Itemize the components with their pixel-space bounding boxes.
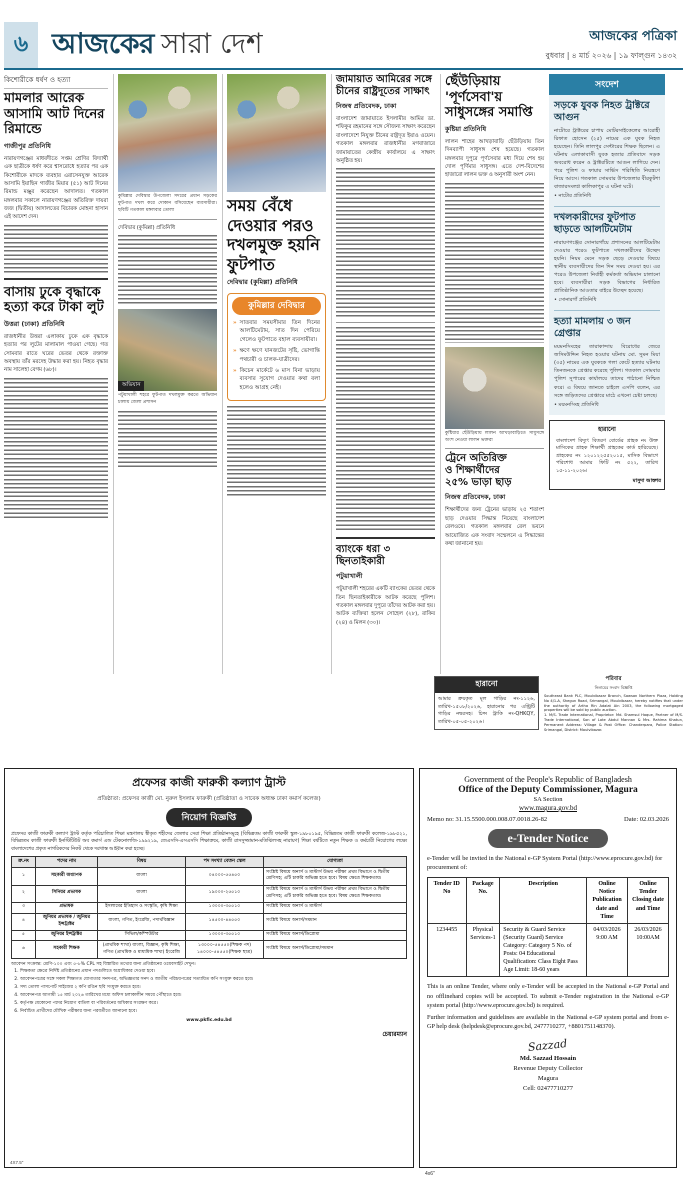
story-left-bottom-text-continued: [4, 378, 108, 518]
column-c: [222, 74, 326, 674]
bullet-item: [233, 319, 320, 344]
etender-badge: e-Tender Notice: [488, 829, 609, 848]
column-f: [549, 74, 665, 674]
story-main-text: দেবিদ্বার (কুমিল্লা) প্রতিনিধি: [118, 224, 175, 231]
story-jamaat-text-continued: [336, 168, 435, 318]
table-row: [12, 868, 407, 885]
job-cell-qualification: সংশ্লিষ্ট বিষয়ে অনার্স/সমমান: [264, 913, 407, 930]
classified-strip: [4, 676, 683, 764]
divider-e-1: [445, 448, 544, 449]
sidebar-item-credit: • ময়মনসিংহ প্রতিনিধি: [554, 401, 599, 408]
job-cell-serial: ৫: [12, 930, 36, 941]
sidebar-item-text: নাটোরে ট্রাক্টরের চাপায় মোটরসাইকেলের আরোহী রিফাত হোসেন (২৫) নামের এক যুবক নিহত হয়েছেন। তিনি লালপুর সেন্টারের শিক্ষক ছিলেন। এ ঘটনায় এলাকাবাসী যুবক হত্যার প্রতিবাদে সড়ক অবরোধ করেন ও ট্রাক্টরটিতে আগুন লাগিয়ে দেন। পরে পুলিশ ও ফায়ার সার্ভিস পরিস্থিতি নিয়ন্ত্রণে নিয়ে আসে। গতকাল সোমবার উপজেলার বীরকুটশা বাজারসংলগ্ন কালিকাপুর এ ঘটনা ঘটে।: [554, 127, 660, 191]
sidebar-divider: [554, 310, 660, 311]
sidebar-item-credit: • নাটোর প্রতিনিধি: [554, 193, 592, 200]
job-notice-ad: [4, 768, 414, 1168]
story-main-headline-line1: সময় বেঁধে দেওয়ার পরও: [227, 196, 314, 235]
etender-signature-block: [427, 1038, 669, 1094]
photo-sadhu-caption: কুষ্টিয়ার ছেঁউড়িয়ায় লালন আখড়াবাড়িতে সাধুসঙ্গে অংশ নেওয়া লালন ভক্তরা: [445, 430, 544, 443]
story-main-text-continued: [118, 235, 217, 305]
bullet-text: ক্ষণে ক্ষণে যানজটের সৃষ্টি, ভোগান্তি পথচারী ও চালক-যাত্রীদের।: [239, 348, 320, 363]
sidebar-divider: [554, 206, 660, 207]
job-cell-qualification: সংশ্লিষ্ট বিষয়ে অনার্স ও মাস্টার্স উভয় পরীক্ষা প্রথম বিভাগে ও দ্বিতীয় শ্রেণিসহ; এটি চাকরি অভিজ্ঞ হতে হবে। বিষয় ক্ষেত্রে শিক্ষকতায়।: [264, 885, 407, 902]
etender-para-2: Further information and guidelines are available in the National e-GP system portal and from e-GP help desk (helpdesk@eprocure.gov.bd, 2477710277, +8801751148370).: [427, 1014, 669, 1031]
job-cell-serial: ৪: [12, 913, 36, 930]
bullet-box-title: কুমিল্লার দেবিদ্বার: [232, 297, 321, 315]
job-cell-subject: ইসলামের ইতিহাস ও সংস্কৃতি, কৃষি শিক্ষা: [98, 902, 186, 913]
sidebar-item-credit: • সোনারগাঁ প্রতিনিধি: [554, 297, 597, 304]
bullet-text: কিচেন মার্কেটে ৬ মাস বিনা ভাড়ায় ব্যবসার সুযোগ দেওয়ার কথা বলা হলেও আগ্রহ নেই।: [239, 368, 320, 391]
column-a: [4, 74, 108, 674]
story-main-byline: দেবিদ্বার (কুমিল্লা) প্রতিনিধি: [227, 278, 298, 287]
job-notice-subtitle: প্রতিষ্ঠাতা: প্রফেসর কাজী মো. নুরুল ইসলাম ফারুকী (প্রতিষ্ঠাতা ও সাবেক অধ্যক্ষ ঢাকা কমার্স কলেজ): [97, 796, 321, 802]
tender-th-description: Description: [500, 878, 587, 923]
job-cell-subject: বাংলা: [98, 885, 186, 902]
table-row: [12, 913, 407, 930]
bullet-marker-icon: »: [233, 320, 237, 327]
photo-label-operation: অভিযান: [118, 381, 144, 391]
column-c-text-continued: [227, 406, 326, 498]
table-row: [12, 902, 407, 913]
tender-th-package: Package No.: [466, 878, 500, 923]
job-notice-footer-note: আবেদন সংক্রান্ত: শ্রেণি-১০০ এবং ৫-৮% CPL সহ বিস্তারিত তথ্যের জন্য প্রতিষ্ঠানের ওয়েবসাইট দেখুন।: [11, 961, 196, 967]
job-th-position: পদের নাম: [36, 857, 98, 868]
gov-line-3: SA Section: [533, 796, 563, 803]
photo-bulldozer-caption: পটুয়াখালী শহরে ফুটপাত দখলমুক্ত করতে অভিযান চালায় জেলা প্রশাসন: [118, 393, 217, 405]
divider-b-1: [118, 219, 217, 220]
story-bank-text: পটুয়াখালী শহরের একটি ব্যাংকের ভেতর থেকে তিন ছিনতাইকারীকে আটক করেছে পুলিশ। গতকাল মঙ্গলবার দুপুরে তাঁদের আটক করা হয়। আটক ব্যক্তিরা হলেন সোহেল (২৮), রাকিব (২৪) ও মিলন (৩০)।: [336, 586, 435, 626]
story-left-top-text: নারায়ণগঞ্জের মাধবদীতে সপ্তম শ্রেণির বিদ্যার্থী এক ছাত্রীকে ধর্ষণ করে শ্বাসরোধে হত্যার পর এক কিশোরীকে মাদকে ব্যবহার এরাসেনযুক্ত আরেক আসামি ইয়াছিন গাজীর মিয়ার (৫১) আট দিনের রিমান্ড মঞ্জুর করেছেন আদালত। গতকাল মঙ্গলবার সকালে নারায়ণগঞ্জের অতিরিক্ত দায়রা জজ (দ্বিতীয়) আদালতের বিচারক মোহনা হাসান এই আদেশ দেন।: [4, 155, 108, 221]
job-th-qualification: যোগ্যতা: [264, 857, 407, 868]
sidebar-item-1[interactable]: [554, 100, 660, 201]
job-cell-serial: ২: [12, 885, 36, 902]
ad-size-right: 4x6": [425, 1171, 435, 1177]
condition-item: 3. সদ্য তোলা পাসপোর্ট সাইজের ২ কপি রঙিন ছবি সংযুক্ত করতে হবে।: [20, 985, 407, 992]
story-jamaat-headline: জামায়াত আমিরের সঙ্গে চীনের রাষ্ট্রদূতের সাক্ষাৎ: [336, 74, 432, 97]
job-notice-footer: [11, 962, 407, 1025]
job-notice-website[interactable]: www.pkfic.edu.bd: [186, 1017, 232, 1023]
tender-cell-package: Physical Services-1: [466, 923, 500, 977]
job-cell-serial: ৬: [12, 941, 36, 958]
etender-para-1: This is an online Tender, where only e-Tender will be accepted in the National e-GP Portal and no offlinehard copies will be accepted. To submit e-Tender registration in the National e-GP system portal (http://www.eprocure.gov.bd) is required.: [427, 983, 669, 1009]
gov-line-1: Government of the People's Republic of Bangladesh: [464, 775, 632, 784]
story-jamaat-byline: নিজস্ব প্রতিবেদক, ঢাকা: [336, 102, 397, 110]
story-left-top-text-continued: [4, 225, 108, 273]
story-left-bottom-headline: বাসায় ঢুকে বৃদ্ধাকে হত্যা করে টাকা লুট: [4, 284, 104, 316]
main-content-grid: [4, 74, 683, 674]
story-left-bottom-text: রাজধানীর উত্তরা এলাকায় ঢুকে এক বৃদ্ধাকে হত্যার পর লুটের মালামাল পাওয়া গেছে। গত সোমবার রাতে ঘরের ভেতর থেকে রক্তাক্ত অবস্থায় তাঁর মরদেহ উদ্ধার করা হয়। নিহত বৃদ্ধার নাম সালেহা বেগম (৬৮)।: [4, 333, 108, 374]
photo-street-vendors: [227, 74, 326, 192]
masthead-title: [38, 22, 508, 68]
condition-item: 1. শিক্ষকতা ক্ষেত্রে নির্দিষ্ট প্রতিষ্ঠানের প্রধান পদগুলিতে অগ্রাধিকার দেওয়া হবে।: [20, 969, 407, 976]
tender-th-publication: Online Notice Publication date and Time: [587, 878, 628, 923]
newspaper-page: [0, 22, 687, 1177]
job-cell-subject: বাংলা, গণিত, ইংরেজি, পদার্থবিজ্ঞান: [98, 913, 186, 930]
legal-ad-line: Southeast Bank PLC, Moulvibazar Branch, Sawsan Northern Plaza, Holding No 4/1-A, Shegun Road, Srimangal, Moulvibazar, hereby notifies that under the authority of Artha Rin Adalat Ain 2003, the following mortgaged properties will be sold by public auction.: [544, 693, 683, 713]
job-cell-subject: (প্রাথমিক শাখা) বাংলা, বিজ্ঞান, কৃষি শিক্ষা, গণিত (প্রাথমিক ও মাধ্যমিক শাখা) ইংরেজি: [98, 941, 186, 958]
tender-th-id: Tender ID No: [428, 878, 467, 923]
classified-strip-left: [4, 676, 429, 764]
masthead-title-bold: আজকের: [52, 26, 154, 60]
divider-d-2: [336, 537, 435, 539]
job-cell-subject: সিভিল/কম্পিউটার: [98, 930, 186, 941]
sidebar-item-title: হত্যা মামলায় ৩ জন গ্রেপ্তার: [554, 316, 631, 340]
photo-bulldozer-eviction: [118, 309, 217, 391]
bottom-notices: [4, 768, 683, 1177]
job-cell-qualification: সংশ্লিষ্ট বিষয়ে অনার্স ও মাস্টার্স: [264, 902, 407, 913]
legal-ad-heading: পরিবার: [605, 676, 622, 682]
signer-cell: Cell: 02477710277: [522, 1084, 573, 1092]
story-left-top-headline: মামলার আরেক আসামি আট দিনের রিমান্ডে: [4, 91, 105, 138]
story-train-headline-line3: ২৫% ভাড়া ছাড়: [445, 477, 512, 489]
masthead: [4, 22, 683, 70]
photo-footpath-market: [118, 74, 217, 192]
etender-body: [427, 982, 669, 1031]
legal-ad: [544, 676, 683, 733]
table-row: [12, 930, 407, 941]
job-notice-conditions: [11, 969, 407, 1016]
job-th-serial: ক্র.নং: [12, 857, 36, 868]
sidebar-item-3[interactable]: [554, 316, 660, 409]
gov-line-2: Office of the Deputy Commissioner, Magura: [458, 785, 638, 795]
story-train-headline-line2: ও শিক্ষার্থীদের: [445, 465, 500, 477]
job-cell-position: সহকারী শিক্ষক: [36, 941, 98, 958]
story-sadhu-headline: ছেঁউড়িয়ায় 'পূর্ণসেবা'য় সাধুসঙ্গের সমাপ্তি: [445, 74, 533, 121]
job-cell-position: জুনিয়র প্রভাষক / জুনিয়র ইন্সট্রাক্টর: [36, 913, 98, 930]
signer-place: Magura: [537, 1074, 559, 1082]
job-cell-salary: ১৩০০০-৫৪৫৫০(শিক্ষক পদ) ১৪০০০-৫৪৫৫০(শিক্ষক ছাত্র): [186, 941, 264, 958]
divider-left-1: [4, 278, 108, 280]
condition-item: 5. কর্তৃপক্ষ যেকোনো পদের নিয়োগ বাতিল বা পরিবর্তনের অধিকার সংরক্ষণ করে।: [20, 1001, 407, 1008]
legal-ad-line: 1. M/S. Trade International, Proprietor: Md. Shamsul Haque, Partner of M/S. Trade International, Son of Late Abdul Mannan & Mrs. Rahima Khatun, Permanent Address: Village & Post Office: Chanderpara, Police Station: Srimangal, District: Moulvibazar.: [544, 713, 683, 732]
gov-website[interactable]: www.magura.gov.bd: [519, 804, 577, 812]
sidebar-header: সংদেশ: [549, 74, 665, 95]
etender-notice-ad: [419, 768, 677, 1177]
job-cell-subject: বাংলা: [98, 868, 186, 885]
divider-d-1: [336, 322, 435, 323]
signer-title: Revenue Deputy Collector: [513, 1065, 583, 1073]
sidebar-item-text: নারায়ণগঞ্জের সোনারগাঁয়ে প্রশাসনের আলটিমেটাম দেওয়ার পরেও ফুটপাতে দখলকারীদের উচ্ছেদ হয়নি। নিয়ম মেনে সড়ক ছেড়ে দেওয়ার বিষয়ে স্থানীয় ব্যবসায়ীদের তিন দিন সময় দেওয়া হয়। এর পরেও উপজেলা নির্বাহী কর্মকর্তা অভিযান চালানো হবে। ব্যবসায়ীরা সড়ক বিভাগের নির্ধারিত প্রাতিষ্ঠানিক আওতার বাইরে উচ্ছেদ হয়েছে।: [554, 240, 660, 295]
story-bank-byline: পটুয়াখালী: [336, 572, 363, 581]
job-cell-salary: ০৪০০০-৫৫৪৫০: [186, 868, 264, 885]
paper-name: আজকের পত্রিকা: [589, 29, 677, 44]
condition-item: 4. আবেদনপত্র আগামী ১৫ মার্চ ২০২৬ তারিখের মধ্যে অফিস চলাকালীন সময়ে পৌঁছাতে হবে।: [20, 993, 407, 1000]
condition-item: 6. নির্বাচিত প্রার্থীদের মৌখিক পরীক্ষার জন্য পরবর্তীতে জানানো হবে।: [20, 1009, 407, 1016]
classified-box-sign: মাসুদা আক্তার: [632, 478, 661, 485]
job-cell-position: জুনিয়র ইন্সট্রাক্টর: [36, 930, 98, 941]
condition-item: 2. আবেদনপত্রের সঙ্গে সকল শিক্ষাগত যোগ্যতার সনদপত্র, অভিজ্ঞতার সনদ ও জাতীয় পরিচয়পত্রের সত্যায়িত কপি সংযুক্ত করতে হবে।: [20, 977, 407, 984]
story-main-headline-line2: দখলমুক্ত হয়নি ফুটপাত: [227, 235, 320, 274]
tender-cell-publication: 04/03/2026 9:00 AM: [587, 923, 628, 977]
bullet-item: [233, 367, 320, 392]
classified-box-4: [549, 420, 665, 491]
story-bank-headline: ব্যাংকে ধরা ৩ ছিনতাইকারী: [336, 544, 391, 568]
column-d: [331, 74, 435, 674]
job-cell-position: সহকারী অধ্যাপক: [36, 868, 98, 885]
story-left-top-kicker: কিশোরীকে ধর্ষণ ও হত্যা: [4, 74, 108, 89]
sidebar-item-2[interactable]: [554, 212, 660, 305]
job-notice-intro: প্রফেসর কাজী ফারুকী কল্যাণ ট্রাস্ট কর্তৃক পরিচালিত শিক্ষা মন্ত্রণালয় স্বীকৃত শহীদের জেলার সেরা শিক্ষা প্রতিষ্ঠানসমূহে (বিভিন্নতম কাজী ফারুকী স্কুল-১৯৮০১৯৫, বিভিন্নতম কাজী ফারুকী কলেজ-১৯৮৫২১, বিভিন্নতম কাজী ফারুকী ইনস্টিটিউট অব কমার্স এন্ড টেকনোলজি-১৯৯২১৯, জেএসসি-এসএসসি শিক্ষাক্রমে, কাজী রাসসুজ্জামান-মতিঝিলসহ নারায়ণ) শিক্ষা বর্ষটিতে নতুন শিক্ষক ও কর্মচারী নিয়োগের লক্ষ্যে বাংলাদেশের প্রকৃত নাগরিকদের নিকট থেকে দরখাস্ত আহ্বান করা হচ্ছে।: [11, 832, 407, 852]
sidebar-item-title: সড়কে যুবক নিহত ট্রাক্টরে আগুন: [554, 100, 650, 123]
column-b: [113, 74, 217, 674]
page-number-box: ৬: [4, 22, 38, 68]
job-cell-position: সিনিয়র প্রভাষক: [36, 885, 98, 902]
main-bullet-box: [227, 293, 326, 401]
signature-mark-icon: Sazzad: [527, 1036, 569, 1054]
job-th-subject: বিষয়: [98, 857, 186, 868]
signer-name: Md. Sazzad Hossain: [519, 1055, 577, 1063]
story-jamaat-text: বাংলাদেশ জামায়াতে ইসলামীর আমির ডা. শফিকুর রহমানের সঙ্গে সৌজন্য সাক্ষাৎ করেছেন বাংলাদেশে নিযুক্ত চীনের রাষ্ট্রদূত ইয়াও ওয়েন। গতকাল মঙ্গলবার রাজধানীর মগবাজারে জামায়াতের কেন্দ্রীয় কার্যালয়ে এ সাক্ষাৎ অনুষ্ঠিত হয়।: [336, 116, 435, 164]
job-th-count-salary: পদ সংখ্যা বেতন স্কেল: [186, 857, 264, 868]
tender-table-header-row: [428, 878, 669, 923]
column-b-filler-text: [118, 411, 217, 469]
photo-sadhu-gathering: [445, 347, 544, 429]
etender-intro: e-Tender will be invited in the National e-GP System Portal (http://www.eprocure.gov.bd) for procurement of:: [427, 855, 663, 872]
memo-date: Date: 02.03.2026: [624, 816, 669, 823]
job-notice-badge: নিয়োগ বিজ্ঞপ্তি: [166, 808, 253, 827]
classified-box-head: হারানো: [435, 677, 538, 693]
job-cell-salary: ১৩০০০-৩৫৫১০: [186, 930, 264, 941]
sidebar-sangbad: [549, 74, 665, 415]
story-left-bottom-byline: উত্তরা (ঢাকা) প্রতিনিধি: [4, 319, 65, 328]
job-cell-serial: ৩: [12, 902, 36, 913]
bullet-marker-icon: »: [233, 368, 237, 375]
job-cell-qualification: সংশ্লিষ্ট বিষয়ে অনার্স ও মাস্টার্স উভয় পরীক্ষা প্রথম বিভাগে ও দ্বিতীয় শ্রেণিসহ; এটি চাকরি অভিজ্ঞ হতে হবে। বিষয় ক্ষেত্রে শিক্ষকতায়।: [264, 868, 407, 885]
tender-table: [427, 877, 669, 977]
masthead-title-light: সারা দেশ: [160, 26, 263, 60]
story-train-headline-line1: ট্রেনে অতিরিক্ত: [445, 453, 507, 465]
photo-main-caption: কুমিল্লার দেবিদ্বার উপজেলা সদরের প্রধান সড়কের ফুটপাত দখল করে দোকান বসিয়েছেন ব্যবসায়ীরা। ছবিটি গতকাল মঙ্গলবার তোলা: [118, 194, 217, 213]
story-sadhu-text: লালন শাহের আখড়াবাড়ি ছেঁউড়িয়ায় তিন দিনব্যাপী সাধুসঙ্গ শেষ হয়েছে। গতকাল মঙ্গলবার দুপুরে পূর্ণসেবার মধ্য দিয়ে শেষ হয় দোল পূর্ণিমার সাধুসঙ্গ। এতে দেশ-বিদেশের হাজারো লালন ভক্ত ও অনুসারী অংশ নেন।: [445, 138, 544, 179]
job-cell-salary: ১৩০০০-৩৫৫১০: [186, 902, 264, 913]
legal-ad-subheading: নিলামের সংবাদ বিজ্ঞপ্তি: [594, 685, 633, 691]
sidebar-item-title: দখলকারীদের ফুটপাত ছাড়তে আলটিমেটাম: [554, 212, 636, 236]
job-cell-qualification: সংশ্লিষ্ট বিষয়ে অনার্স/ডিপ্লোমা: [264, 930, 407, 941]
sidebar-item-text: ময়মনসিংহের তারাকান্দায় বিরোধের জেরে জসিমউদ্দিন নিহত হওয়ার ঘটনায় মো. সুমন মিয়া (৩৫) নামের এক যুবককে গলা কেটে হত্যার ঘটনায় তিনজনকে গ্রেপ্তার করেছে পুলিশ। গতকাল সোমবার পুলিশ সুপারের কার্যালয়ে তাদের পাঠানো নিশ্চিত করে। এ বিষয়ে জানতে চাইলে এসপি বলেন, এর সঙ্গে জড়িতদের গ্রেপ্তারে মাঠে এখনো চেষ্টা চলছে।: [554, 344, 660, 399]
bullet-item: [233, 347, 320, 364]
column-d-text-continued: [336, 327, 435, 532]
masthead-meta: [508, 22, 683, 68]
table-row: [428, 923, 669, 977]
classified-column: [434, 676, 539, 764]
job-cell-serial: ১: [12, 868, 36, 885]
classified-box-head: হারানো: [598, 425, 616, 433]
job-cell-qualification: সংশ্লিষ্ট বিষয়ে অনার্স/ডিপ্লোমা/সমমান: [264, 941, 407, 958]
bullet-marker-icon: »: [233, 348, 237, 355]
bullet-text: সাতবার সময়সীমার তিন দিনের আলটিমেটাম, সাত দিন পেরিয়ে গেলেও ফুটপাতে বহাল ব্যবসায়ীরা।: [239, 320, 320, 343]
ad-size-left: 4X7.5": [10, 1160, 24, 1165]
memo-number: Memo no: 31.15.5500.000.008.07.0018.26-82: [427, 816, 548, 823]
tender-cell-id: 1234455: [428, 923, 467, 977]
job-cell-salary: ১৯০০০-২৫৫১০: [186, 885, 264, 902]
job-notice-signature: চেয়ারম্যান: [382, 1030, 407, 1038]
classified-box-body: বাংলাদেশ বিদ্যুৎ বিতরণ বোর্ডের গ্রাহক নং উক্ত মাসিকের গ্রাহক শিক্ষার্থী গ্রাহকের কার্ড হারিয়েছে। গ্রাহকের নং ১২০১২২৫৫২০১৫, মাসিক বিভাগে পরিশোধ আমার ফিটি নং ৫২২, তারিখ ১৫-১১-২০২৬।: [556, 437, 658, 474]
story-train-byline: নিজস্ব প্রতিবেদক, ঢাকা: [445, 493, 506, 502]
classified-box-body: আমার ক্রয়কৃত মূল গাড়ির নং-১১২৬, তারিখ-১৫০৮/২০২৬, হারানোর পর এন্ট্রিটি গাড়ির নম্বরসহ। চিপ্স ট্রাকি নং-QHKQY, তারিখ-০৫-০৫-২০২৬।: [438, 696, 535, 725]
job-cell-salary: ১৪৫০০-৪৪৫৫০: [186, 913, 264, 930]
job-notice-table: [11, 856, 407, 959]
column-e: [440, 74, 544, 674]
job-table-header-row: [12, 857, 407, 868]
date-line: বুধবার | ৪ মার্চ ২০২৬ | ১৯ ফাল্গুন ১৪৩২: [545, 51, 677, 60]
story-sadhu-text-continued: [445, 183, 544, 343]
story-train-text: শিক্ষার্থীদের জন্য ট্রেনের ভাড়ায় ২৫ শতাংশ ছাড় দেওয়ার সিদ্ধান্ত নিয়েছে বাংলাদেশ রেলওয়ে। গতকাল মঙ্গলবার রেল ভবনে আয়োজিত এক সংবাদ সম্মেলনে এ সিদ্ধান্তের কথা জানানো হয়।: [445, 507, 544, 547]
job-notice-title: প্রফেসর কাজী ফারুকী কল্যাণ ট্রাস্ট: [132, 776, 286, 789]
classified-box-1: [434, 676, 539, 730]
memo-row: [427, 816, 669, 823]
job-cell-position: প্রভাষক: [36, 902, 98, 913]
story-left-top-byline: গাজীপুর প্রতিনিধি: [4, 141, 51, 150]
tender-cell-description: Security & Guard Service (Security Guard) Service Category: Category 5 No. of Posts: 04 Educational Qualification: Class Eight Pass Age Limit: 18-60 years: [500, 923, 587, 977]
tender-cell-closing: 26/03/2026 10:00AM: [628, 923, 669, 977]
story-sadhu-byline: কুষ্টিয়া প্রতিনিধি: [445, 124, 487, 133]
table-row: [12, 941, 407, 958]
legal-ad-column: [544, 676, 683, 764]
table-row: [12, 885, 407, 902]
tender-th-closing: Online Tender Closing date and Time: [628, 878, 669, 923]
